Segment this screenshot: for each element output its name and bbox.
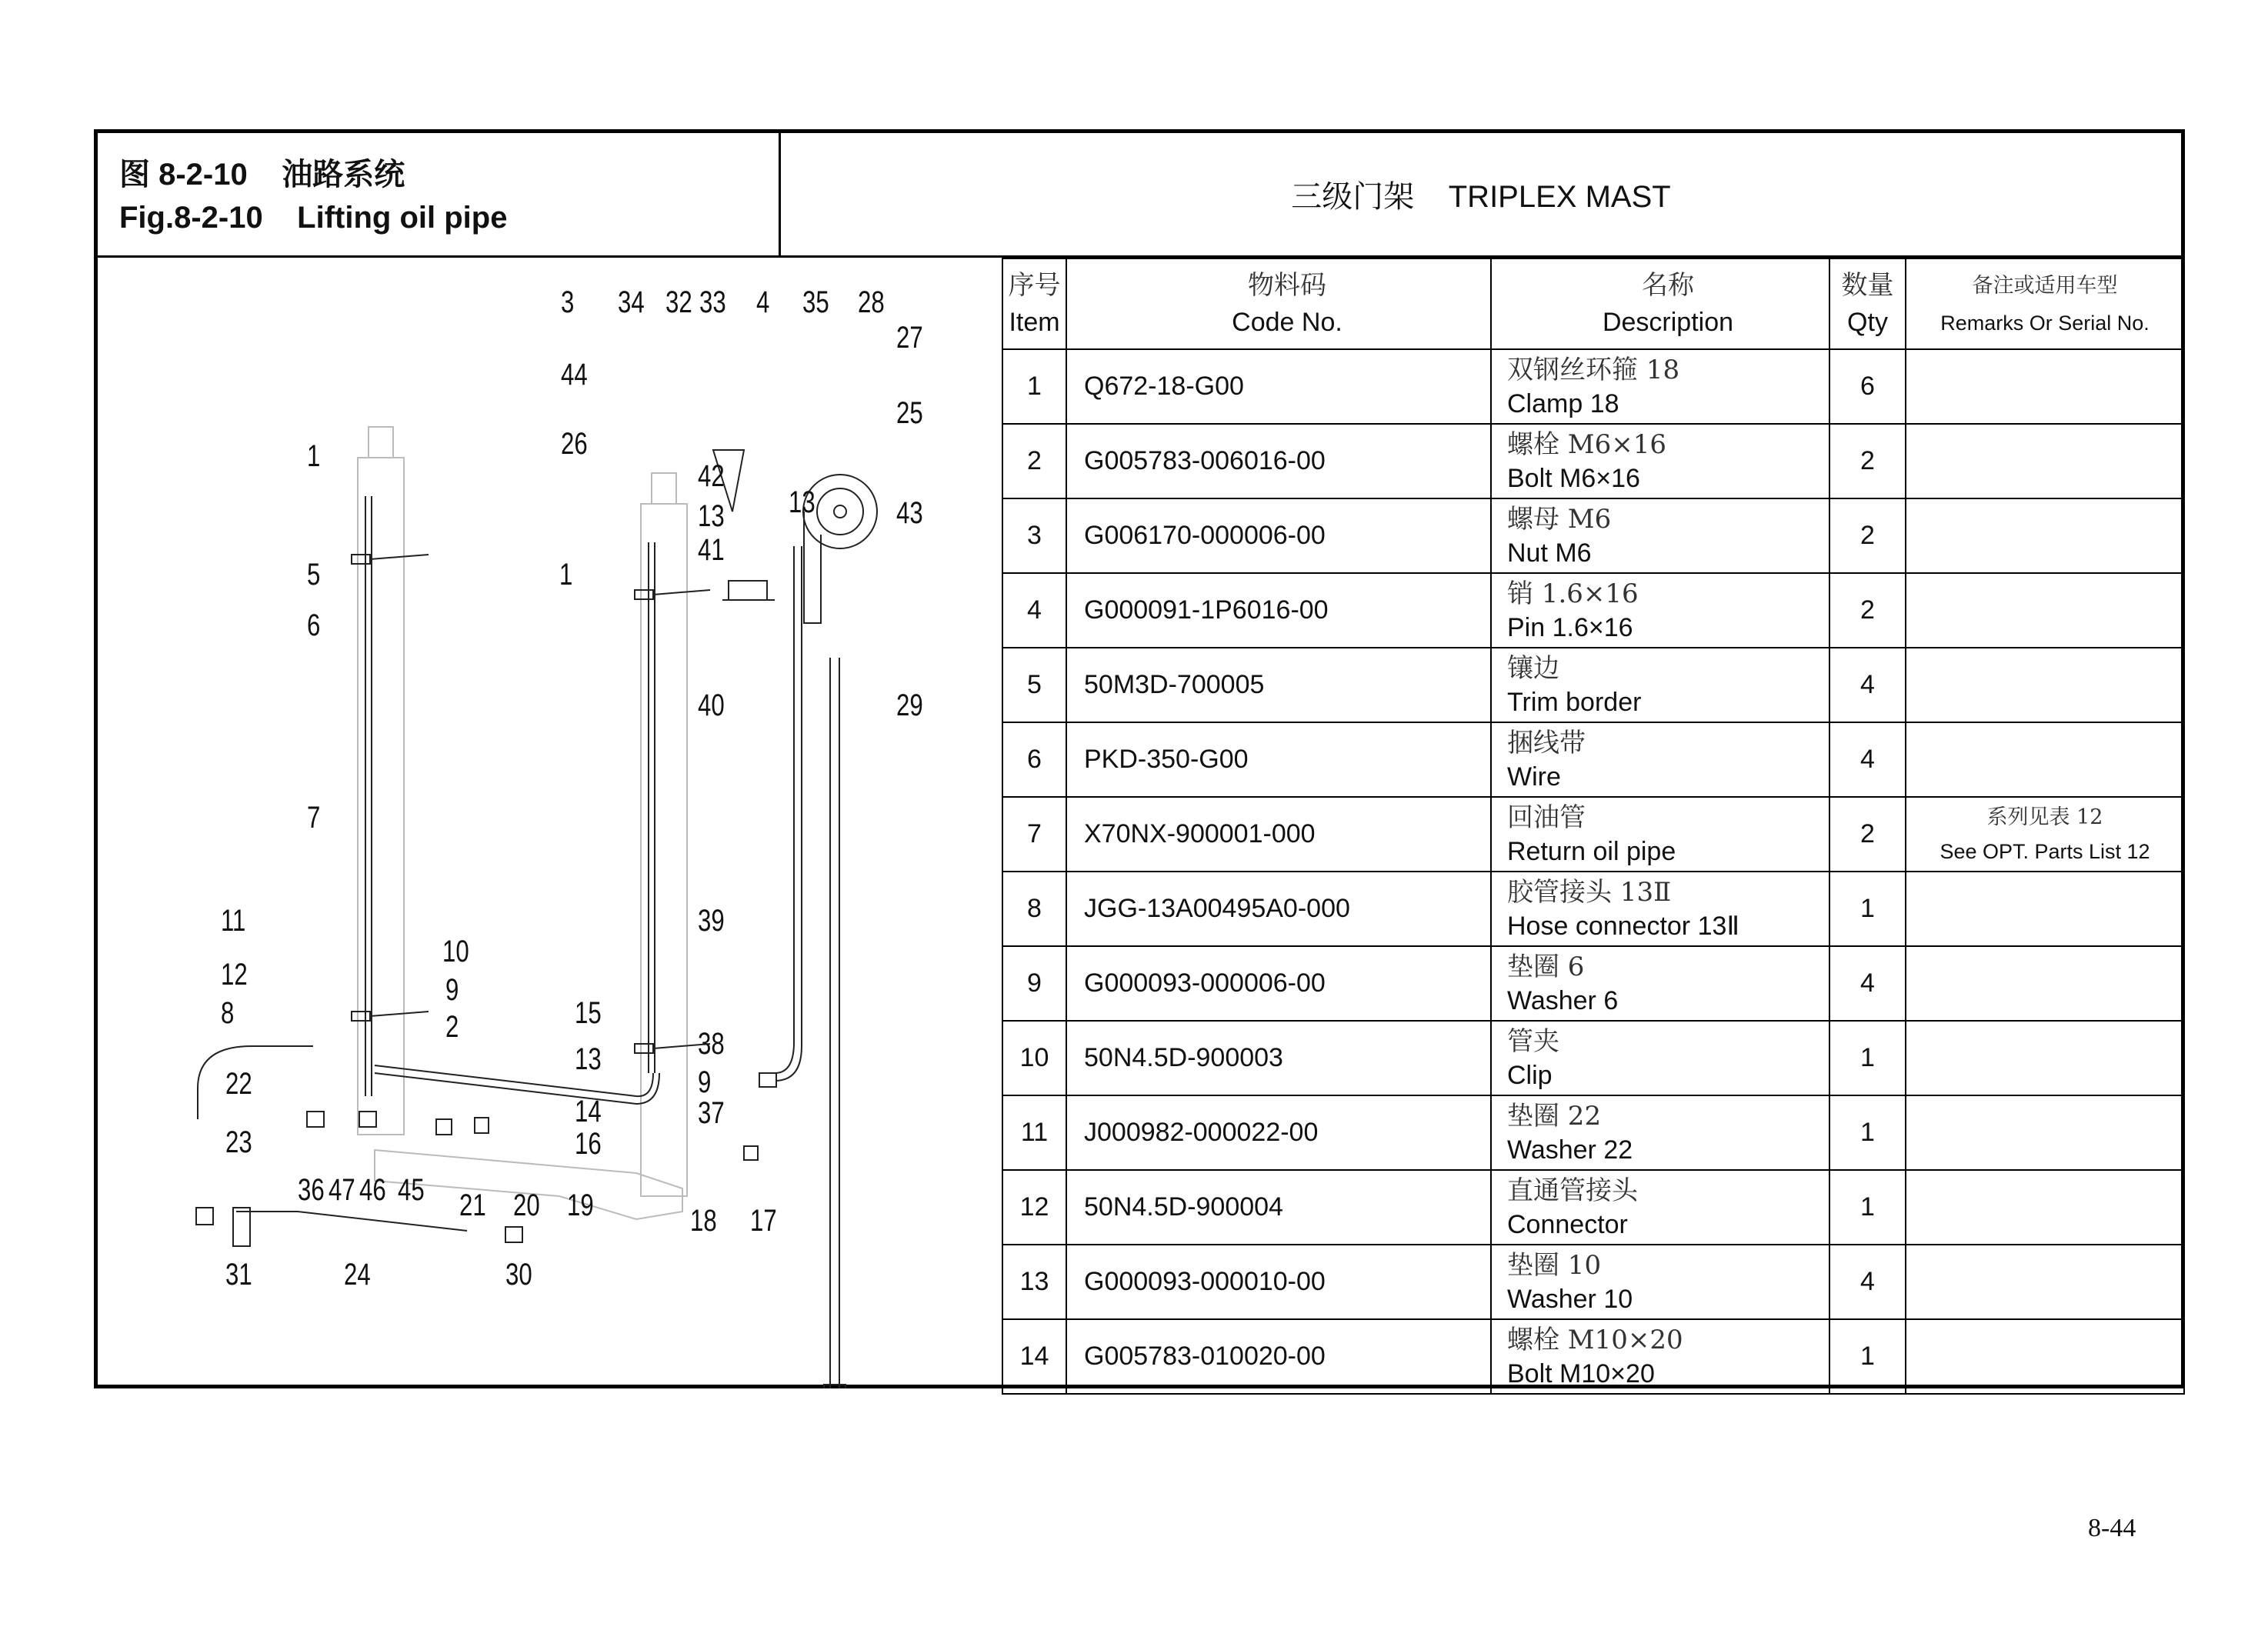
description-cn: 垫圈 10	[1507, 1249, 1602, 1281]
callout-number: 1	[559, 558, 573, 592]
description-cn: 直通管接头	[1507, 1175, 1638, 1206]
cell-qty: 1	[1829, 872, 1906, 946]
callout-number: 9	[698, 1065, 712, 1099]
description-cn: 胶管接头 13Ⅱ	[1507, 876, 1672, 908]
col-header-item: 序号 Item	[1002, 258, 1066, 349]
cell-remarks	[1906, 424, 2184, 498]
description-en: Trim border	[1507, 687, 1642, 717]
cell-qty: 2	[1829, 573, 1906, 648]
description-en: Return oil pipe	[1507, 836, 1676, 866]
cell-description	[1491, 1319, 1829, 1394]
cell-qty: 1	[1829, 1319, 1906, 1394]
cell-item: 4	[1002, 573, 1066, 648]
cell-remarks	[1906, 648, 2184, 722]
cell-description	[1491, 1170, 1829, 1245]
cell-description	[1491, 573, 1829, 648]
cell-code: 50N4.5D-900004	[1066, 1170, 1491, 1245]
hose-8	[198, 1046, 313, 1119]
table-row	[1002, 946, 2184, 1021]
exploded-parts-diagram	[98, 258, 1002, 1385]
figure-title-cn: 图 8-2-10 油路系统	[119, 158, 405, 192]
table-row	[1002, 1245, 2184, 1319]
cell-code: G000091-1P6016-00	[1066, 573, 1491, 648]
callout-number: 6	[307, 608, 321, 642]
description-en: Pin 1.6×16	[1507, 612, 1633, 642]
callout-number: 42	[698, 459, 725, 493]
cell-description	[1491, 1245, 1829, 1319]
cell-item: 12	[1002, 1170, 1066, 1245]
callout-number: 44	[561, 358, 588, 392]
cell-remarks	[1906, 722, 2184, 797]
callout-number: 25	[896, 396, 923, 430]
description-cn: 垫圈 6	[1507, 951, 1585, 982]
callout-number: 13	[789, 485, 815, 519]
callout-number: 11	[221, 904, 246, 938]
cell-description	[1491, 424, 1829, 498]
description-cn: 回油管	[1507, 802, 1586, 833]
callout-number: 4	[756, 285, 770, 319]
callout-number: 29	[896, 688, 923, 722]
callout-number: 35	[802, 285, 829, 319]
table-header-row	[1002, 258, 2184, 349]
cell-description	[1491, 1021, 1829, 1095]
description-en: Nut M6	[1507, 538, 1592, 568]
cell-description	[1491, 498, 1829, 573]
description-en: Washer 6	[1507, 985, 1619, 1015]
cell-description	[1491, 946, 1829, 1021]
callout-number: 10	[442, 935, 469, 968]
cell-item: 9	[1002, 946, 1066, 1021]
title-row	[98, 133, 2181, 258]
description-en: Wire	[1507, 762, 1561, 792]
col-header-remarks: 备注或适用车型 Remarks Or Serial No.	[1906, 258, 2184, 349]
fittings	[196, 1073, 776, 1242]
cell-code: PKD-350-G00	[1066, 722, 1491, 797]
cell-description	[1491, 1095, 1829, 1170]
cell-code: G005783-010020-00	[1066, 1319, 1491, 1394]
cell-item: 6	[1002, 722, 1066, 797]
callout-number: 26	[561, 427, 588, 461]
callout-number: 5	[307, 558, 321, 592]
callout-number: 36	[298, 1173, 325, 1207]
callout-number: 1	[307, 439, 321, 473]
col-header-description: 名称 Description	[1491, 258, 1829, 349]
cell-qty: 4	[1829, 648, 1906, 722]
page-number: 8-44	[2088, 1514, 2136, 1542]
cell-description	[1491, 349, 1829, 424]
cell-qty: 2	[1829, 797, 1906, 872]
callout-number: 14	[575, 1095, 602, 1128]
callout-number: 41	[698, 533, 725, 567]
callout-number: 22	[225, 1067, 252, 1101]
description-en: Clamp 18	[1507, 388, 1619, 418]
description-en: Washer 22	[1507, 1135, 1633, 1165]
cell-remarks	[1906, 573, 2184, 648]
cell-remarks	[1906, 1095, 2184, 1170]
table-row	[1002, 722, 2184, 797]
cell-item: 3	[1002, 498, 1066, 573]
cell-item: 5	[1002, 648, 1066, 722]
table-row	[1002, 424, 2184, 498]
callout-number: 46	[359, 1173, 386, 1207]
callout-number: 27	[896, 321, 923, 355]
lift-pipes	[759, 546, 845, 1388]
callout-number: 13	[575, 1042, 602, 1076]
callout-number: 37	[698, 1096, 725, 1130]
cell-code: G005783-006016-00	[1066, 424, 1491, 498]
cell-qty: 6	[1829, 349, 1906, 424]
cell-code: 50M3D-700005	[1066, 648, 1491, 722]
cell-code: X70NX-900001-000	[1066, 797, 1491, 872]
description-en: Bolt M10×20	[1507, 1358, 1655, 1388]
cell-item: 13	[1002, 1245, 1066, 1319]
callout-number: 23	[225, 1125, 252, 1159]
cell-remarks	[1906, 1319, 2184, 1394]
callout-number: 3	[561, 285, 575, 319]
table-row	[1002, 498, 2184, 573]
figure-title-block	[98, 133, 781, 255]
cell-qty: 1	[1829, 1021, 1906, 1095]
cell-description	[1491, 797, 1829, 872]
callout-number: 13	[698, 499, 725, 533]
cell-item: 1	[1002, 349, 1066, 424]
parts-page-frame	[94, 129, 2185, 1388]
description-en: Washer 10	[1507, 1284, 1633, 1314]
description-cn: 垫圈 22	[1507, 1100, 1602, 1132]
cell-qty: 4	[1829, 722, 1906, 797]
cell-item: 2	[1002, 424, 1066, 498]
col-header-qty: 数量 Qty	[1829, 258, 1906, 349]
callout-number: 19	[567, 1188, 594, 1222]
cell-remarks	[1906, 1021, 2184, 1095]
cell-item: 10	[1002, 1021, 1066, 1095]
table-row	[1002, 1095, 2184, 1170]
callout-number: 7	[307, 801, 321, 835]
callout-number: 16	[575, 1127, 602, 1161]
cell-code: Q672-18-G00	[1066, 349, 1491, 424]
callout-number: 47	[329, 1173, 355, 1207]
callout-number: 24	[344, 1258, 371, 1292]
cell-item: 7	[1002, 797, 1066, 872]
description-cn: 管夹	[1507, 1025, 1559, 1057]
table-row	[1002, 573, 2184, 648]
callout-number: 34	[618, 285, 645, 319]
cell-description	[1491, 648, 1829, 722]
parts-table	[1002, 258, 2185, 1395]
callout-number: 31	[225, 1258, 252, 1292]
cell-remarks	[1906, 1245, 2184, 1319]
table-row	[1002, 1170, 2184, 1245]
cell-remarks	[1906, 349, 2184, 424]
callout-number: 30	[505, 1258, 532, 1292]
cell-item: 14	[1002, 1319, 1066, 1394]
description-cn: 双钢丝环箍 18	[1507, 354, 1680, 385]
description-en: Clip	[1507, 1060, 1553, 1090]
cell-qty: 2	[1829, 424, 1906, 498]
cell-item: 11	[1002, 1095, 1066, 1170]
cell-description	[1491, 872, 1829, 946]
callout-number: 15	[575, 996, 602, 1030]
callout-number: 40	[698, 688, 725, 722]
cell-remarks	[1906, 498, 2184, 573]
callout-number: 21	[459, 1188, 486, 1222]
section-title: 三级门架 TRIPLEX MAST	[1291, 180, 1671, 214]
callout-number: 20	[513, 1188, 540, 1222]
callout-number: 9	[445, 973, 459, 1007]
parts-table-body	[1002, 349, 2184, 1394]
callout-number: 17	[750, 1204, 777, 1238]
callout-number: 8	[221, 996, 235, 1030]
table-row	[1002, 1021, 2184, 1095]
cell-remarks	[1906, 797, 2184, 872]
bracket-40	[722, 581, 775, 600]
remark-en: See OPT. Parts List 12	[1939, 840, 2150, 863]
description-en: Hose connector 13Ⅱ	[1507, 911, 1740, 941]
description-cn: 镶边	[1507, 652, 1559, 684]
cell-code: 50N4.5D-900003	[1066, 1021, 1491, 1095]
description-cn: 螺母 M6	[1507, 503, 1612, 535]
callout-number: 33	[699, 285, 726, 319]
cell-qty: 4	[1829, 1245, 1906, 1319]
description-cn: 捆线带	[1507, 727, 1586, 758]
remark-cn: 系列见表 12	[1986, 805, 2103, 829]
callout-number: 38	[698, 1027, 725, 1061]
description-en: Bolt M6×16	[1507, 463, 1640, 493]
cell-qty: 4	[1829, 946, 1906, 1021]
cell-qty: 2	[1829, 498, 1906, 573]
figure-title-en: Fig.8-2-10 Lifting oil pipe	[119, 201, 508, 235]
description-cn: 销 1.6×16	[1507, 578, 1639, 609]
description-en: Connector	[1507, 1209, 1628, 1239]
description-cn: 螺栓 M6×16	[1507, 428, 1667, 460]
callout-number: 18	[690, 1204, 717, 1238]
clamps	[352, 555, 710, 1053]
hose-24	[236, 1212, 467, 1231]
col-header-code: 物料码 Code No.	[1066, 258, 1491, 349]
table-row	[1002, 797, 2184, 872]
callout-number: 45	[398, 1173, 425, 1207]
return-oil-pipes	[365, 496, 655, 1096]
cell-code: G006170-000006-00	[1066, 498, 1491, 573]
cell-qty: 1	[1829, 1095, 1906, 1170]
cell-code: JGG-13A00495A0-000	[1066, 872, 1491, 946]
table-row	[1002, 1319, 2184, 1394]
cell-remarks	[1906, 872, 2184, 946]
callout-number: 2	[445, 1010, 459, 1044]
cell-code: G000093-000010-00	[1066, 1245, 1491, 1319]
diagram-drawing	[98, 258, 1002, 1388]
cell-code: G000093-000006-00	[1066, 946, 1491, 1021]
table-row	[1002, 648, 2184, 722]
callout-number: 28	[858, 285, 885, 319]
description-cn: 螺栓 M10×20	[1507, 1324, 1683, 1355]
callout-number: 39	[698, 904, 725, 938]
callout-number: 32	[665, 285, 692, 319]
cell-qty: 1	[1829, 1170, 1906, 1245]
cell-item: 8	[1002, 872, 1066, 946]
cell-remarks	[1906, 946, 2184, 1021]
callout-number: 12	[221, 958, 248, 992]
feed-pipe	[375, 1065, 653, 1096]
cell-remarks	[1906, 1170, 2184, 1245]
callout-number: 43	[896, 496, 923, 530]
table-row	[1002, 872, 2184, 946]
cell-code: J000982-000022-00	[1066, 1095, 1491, 1170]
cell-description	[1491, 722, 1829, 797]
table-row	[1002, 349, 2184, 424]
